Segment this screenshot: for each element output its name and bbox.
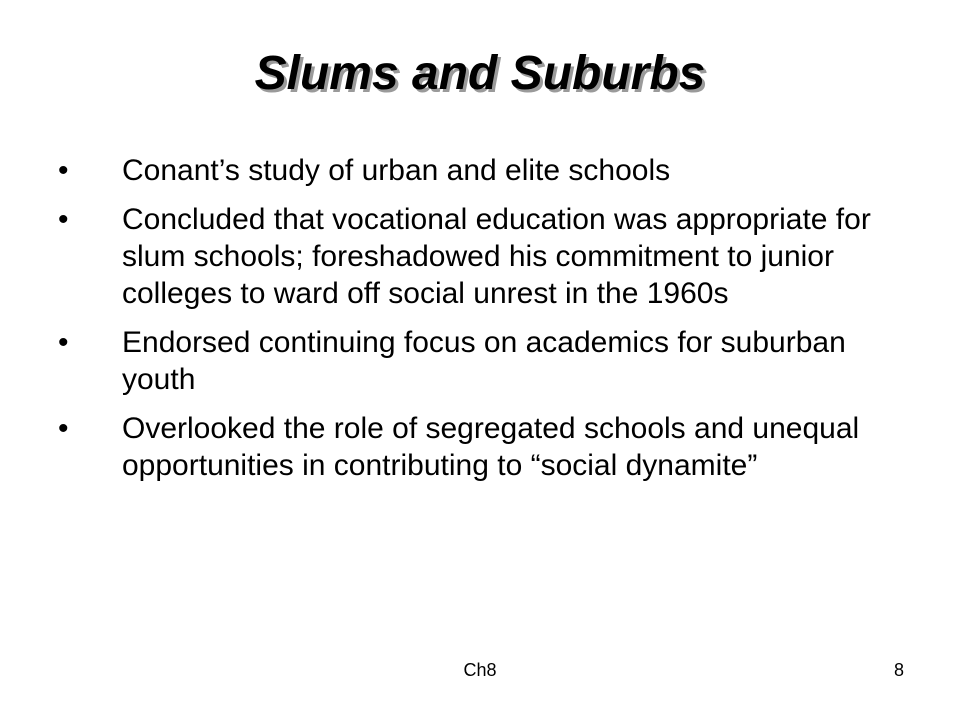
bullet-icon: • (58, 326, 69, 359)
footer-chapter: Ch8 (463, 660, 497, 680)
bullet-list (0, 152, 960, 496)
bullet-icon: • (58, 412, 69, 445)
bullet-item (0, 324, 960, 398)
bullet-text: Conant’s study of urban and elite schools (122, 154, 671, 187)
bullet-item (0, 201, 960, 312)
bullet-item (0, 410, 960, 484)
bullet-icon: • (58, 154, 69, 187)
slide-title: Slums and Suburbs (254, 47, 706, 100)
bullet-item (0, 152, 960, 189)
bullet-text: Endorsed continuing focus on academics for suburban youth (122, 326, 846, 396)
bullet-text: Overlooked the role of segregated schools and unequal opportunities in contributing to “social dynamite” (122, 412, 860, 482)
bullet-icon: • (58, 203, 69, 236)
slide-number: 8 (893, 660, 904, 680)
bullet-text: Concluded that vocational education was appropriate for slum schools; foreshadowed his commitment to junior colleges to ward off social unrest in the 1960s (122, 203, 871, 310)
